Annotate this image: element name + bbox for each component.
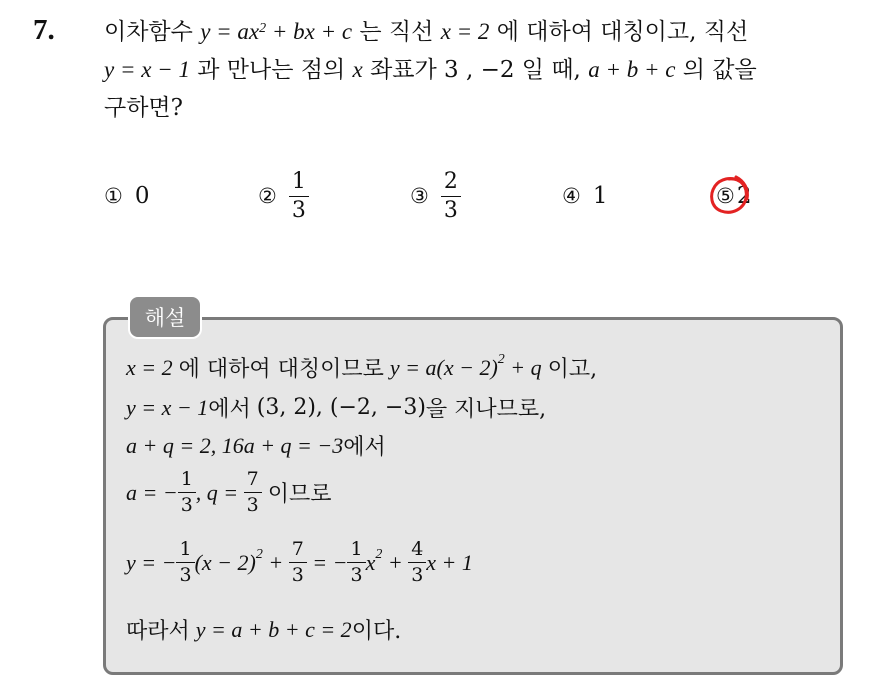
choice-value: 0 — [134, 183, 150, 209]
choice-fraction — [441, 168, 461, 223]
text: 이다. — [351, 619, 402, 644]
solution-line-2 — [126, 392, 546, 423]
denominator: 3 — [291, 197, 306, 223]
denominator: 3 — [180, 494, 193, 516]
variable: x — [352, 57, 363, 82]
line-equation: y = x − 1 — [126, 394, 209, 420]
choice-value: 1 — [592, 183, 608, 209]
choice-4[interactable] — [562, 165, 607, 227]
fraction — [408, 540, 426, 585]
question-line-3: 구하면? — [104, 95, 183, 121]
denominator: 3 — [179, 564, 192, 586]
eq-part: + — [262, 549, 289, 575]
numerator: 2 — [441, 171, 461, 197]
choice-fraction — [289, 168, 309, 223]
final-answer: y = a + b + c = 2 — [195, 616, 352, 642]
numerator: 7 — [289, 540, 307, 563]
text: 좌표가 3 , −2 일 때, — [370, 57, 581, 83]
fraction — [244, 470, 262, 515]
eq-rest: + bx + c — [266, 19, 353, 44]
choice-marker: ⑤ — [716, 184, 735, 208]
eq-part: y = ax — [200, 19, 260, 44]
fraction — [289, 540, 307, 585]
expression: a + b + c — [588, 57, 676, 82]
text: 에서 — [343, 435, 386, 460]
solution-line-4 — [126, 470, 332, 515]
fraction — [347, 540, 365, 585]
text: 이차함수 — [104, 19, 193, 45]
text: 는 직선 — [359, 19, 434, 45]
choice-5[interactable] — [716, 165, 751, 227]
question-line-2 — [104, 51, 864, 89]
system-equations: a + q = 2, 16a + q = −3 — [126, 432, 344, 458]
eq-part: x — [365, 549, 376, 575]
text: 에서 — [208, 397, 251, 422]
question-number: 7. — [33, 14, 55, 46]
numerator: 1 — [178, 470, 196, 493]
text: 이므로 — [267, 482, 332, 507]
eq-part — [194, 546, 263, 576]
denominator: 3 — [291, 564, 304, 586]
choice-marker: ① — [104, 184, 123, 208]
eq-part: = − — [306, 549, 348, 575]
q-value-prefix: , q = — [195, 479, 244, 505]
solution-line-5 — [126, 540, 473, 585]
choice-value: 2 — [736, 183, 752, 209]
choice-marker-wrapper — [716, 183, 735, 209]
condition: x = 2 — [126, 354, 173, 380]
text: 의 값을 — [682, 57, 757, 83]
solution-tag: 해설 — [128, 295, 202, 339]
eq-part: (x − 2) — [194, 549, 256, 575]
denominator: 3 — [443, 197, 458, 223]
fraction — [176, 540, 194, 585]
choice-marker: ③ — [410, 184, 429, 208]
exponent: 2 — [497, 351, 505, 367]
exponent: 2 — [259, 21, 267, 36]
eq-part: x + 1 — [426, 549, 473, 575]
question-line-1 — [104, 13, 864, 51]
denominator: 3 — [350, 564, 363, 586]
solution-line-3 — [126, 430, 386, 461]
line-equation: y = x − 1 — [104, 57, 190, 82]
eq-part: y = − — [126, 549, 177, 575]
numerator: 1 — [347, 540, 365, 563]
solution-line-6 — [126, 614, 401, 645]
numerator: 7 — [244, 470, 262, 493]
eq-rest: + q — [504, 354, 542, 380]
choice-marker: ② — [258, 184, 277, 208]
text: 을 지나므로, — [425, 397, 547, 422]
question-text — [104, 13, 864, 127]
axis-condition: x = 2 — [440, 19, 490, 44]
red-circle-mark-icon — [706, 173, 752, 219]
eq-part: + — [382, 549, 409, 575]
exponent: 2 — [255, 546, 263, 562]
denominator: 3 — [411, 564, 424, 586]
text: 이고, — [547, 357, 598, 382]
choice-3[interactable] — [410, 165, 461, 227]
eq-part — [365, 546, 383, 576]
eq-part: y = a(x − 2) — [389, 354, 498, 380]
vertex-form — [389, 351, 542, 381]
fraction — [178, 470, 196, 515]
quadratic-equation — [200, 19, 352, 44]
numerator: 1 — [289, 171, 309, 197]
points: (3, 2), (−2, −3) — [256, 395, 426, 420]
denominator: 3 — [246, 494, 259, 516]
numerator: 1 — [176, 540, 194, 563]
numerator: 4 — [408, 540, 426, 563]
choice-marker: ④ — [562, 184, 581, 208]
choice-1[interactable] — [104, 165, 149, 227]
solution-line-1 — [126, 352, 597, 383]
choice-2[interactable] — [258, 165, 309, 227]
text: 과 만나는 점의 — [197, 57, 346, 83]
exponent: 2 — [375, 546, 383, 562]
text: 에 대하여 대칭이고, 직선 — [496, 19, 749, 45]
text: 에 대하여 대칭이므로 — [178, 357, 384, 382]
a-value-prefix: a = − — [126, 479, 178, 505]
text: 따라서 — [126, 619, 190, 644]
